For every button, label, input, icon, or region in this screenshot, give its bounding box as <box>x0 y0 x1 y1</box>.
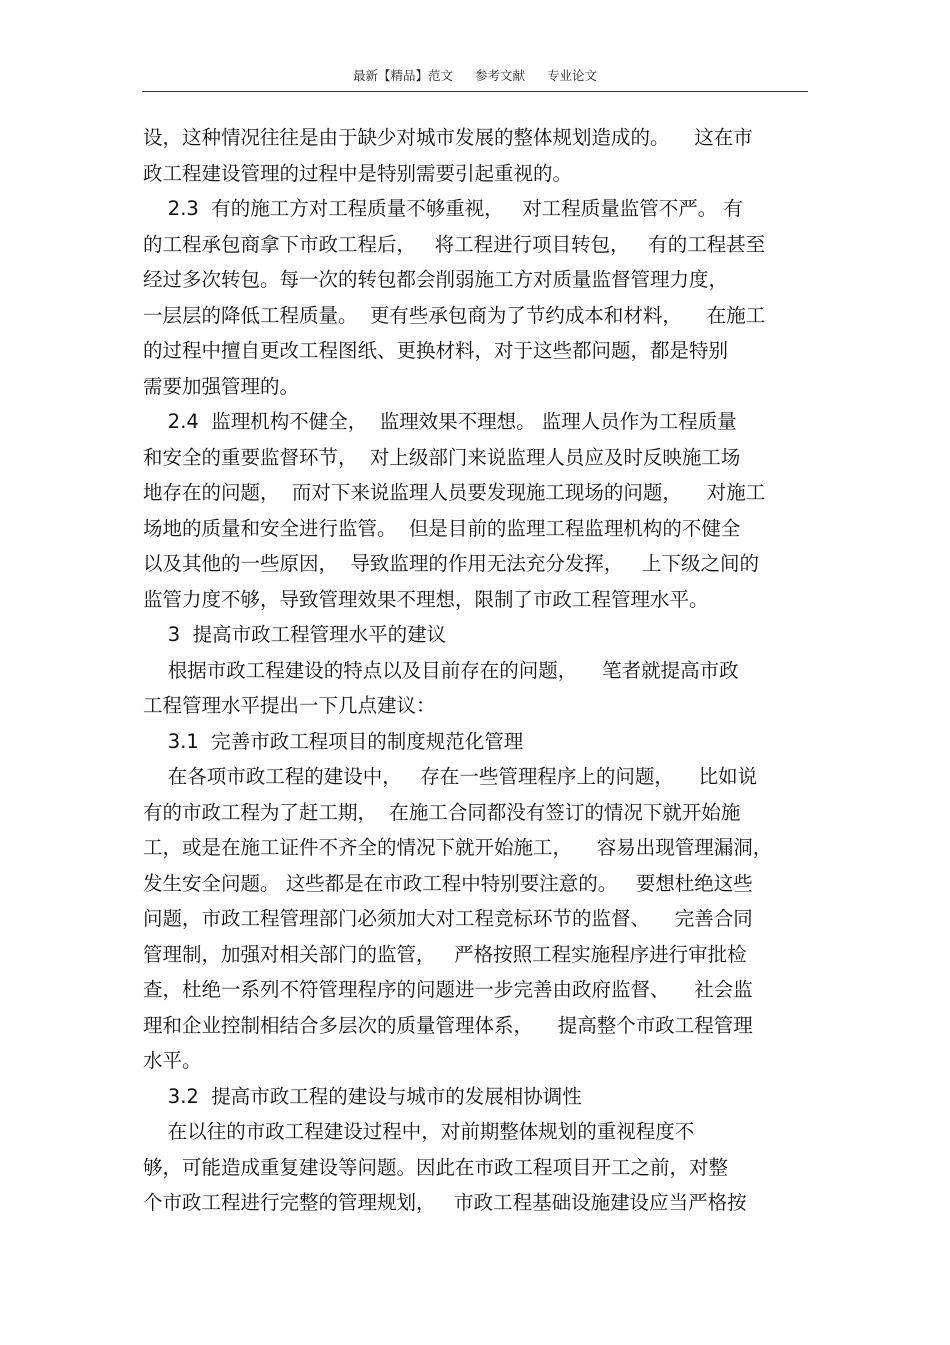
text-line: 设，这种情况往往是由于缺少对城市发展的整体规划造成的。 这在市 <box>143 126 753 149</box>
text-line: 管理制，加强对相关部门的监管， 严格按照工程实施程序进行审批检 <box>143 942 747 966</box>
text-line: 在各项市政工程的建设中， 存在一些管理程序上的问题， 比如说 <box>143 765 758 788</box>
document-body <box>143 120 807 1221</box>
text-line: 工，或是在施工证件不齐全的情况下就开始施工， 容易出现管理漏洞， <box>143 836 773 859</box>
text-line: 根据市政工程建设的特点以及目前存在的问题， 笔者就提高市政 <box>143 658 739 682</box>
header-item-lunwen: 专业论文 <box>546 68 597 83</box>
text-line: 个市政工程进行完整的管理规划， 市政工程基础设施建设应当严格按 <box>143 1191 747 1214</box>
header-divider <box>142 91 808 92</box>
text-line: 问题，市政工程管理部门必须加大对工程竞标环节的监督、 完善合同 <box>143 907 753 930</box>
text-line: 发生安全问题。 这些都是在市政工程中特别要注意的。 要想杜绝这些 <box>143 871 753 895</box>
text-line: 场地的质量和安全进行监管。 但是目前的监理工程监理机构的不健全 <box>143 516 741 540</box>
text-line: 3.1 完善市政工程项目的制度规范化管理 <box>143 729 524 753</box>
text-line: 的工程承包商拿下市政工程后， 将工程进行项目转包， 有的工程甚至 <box>143 232 766 256</box>
text-line: 的过程中擅自更改工程图纸、更换材料，对于这些都问题，都是特别 <box>143 339 729 362</box>
text-line: 以及其他的一些原因， 导致监理的作用无法充分发挥， 上下级之间的 <box>143 552 759 575</box>
header-item-fanwen: 最新【精品】范文 <box>352 68 453 83</box>
text-line: 政工程建设管理的过程中是特别需要引起重视的。 <box>143 161 573 185</box>
text-line: 地存在的问题， 而对下来说监理人员要发现施工现场的问题， 对施工 <box>143 481 766 504</box>
text-line: 查，杜绝一系列不符管理程序的问题进一步完善由政府监督、 社会监 <box>143 978 753 1001</box>
text-line: 需要加强管理的。 <box>143 374 300 398</box>
text-line: 理和企业控制相结合多层次的质量管理体系， 提高整个市政工程管理 <box>143 1013 753 1037</box>
text-line: 3 提高市政工程管理水平的建议 <box>143 623 447 646</box>
text-line: 工程管理水平提出一下几点建议： <box>143 694 436 717</box>
text-line: 在以往的市政工程建设过程中，对前期整体规划的重视程度不 <box>143 1120 695 1143</box>
text-line: 3.2 提高市政工程的建设与城市的发展相协调性 <box>143 1084 582 1108</box>
header-item-cankao: 参考文献 <box>474 68 525 83</box>
text-line: 够，可能造成重复建设等问题。因此在市政工程项目开工之前，对整 <box>143 1155 729 1179</box>
text-line: 监管力度不够，导致管理效果不理想，限制了市政工程管理水平。 <box>143 587 709 611</box>
text-line: 水平。 <box>143 1049 202 1072</box>
text-line: 2.4 监理机构不健全， 监理效果不理想。 监理人员作为工程质量 <box>143 410 737 433</box>
page-header <box>142 66 808 90</box>
text-line: 有的市政工程为了赶工期， 在施工合同都没有签订的情况下就开始施 <box>143 800 741 824</box>
text-line: 经过多次转包。每一次的转包都会削弱施工方对质量监督管理力度， <box>143 268 729 291</box>
text-line: 2.3 有的施工方对工程质量不够重视， 对工程质量监管不严。 有 <box>143 197 743 220</box>
text-line: 一层层的降低工程质量。 更有些承包商为了节约成本和材料， 在施工 <box>143 303 766 327</box>
text-line: 和安全的重要监督环节， 对上级部门来说监理人员应及时反映施工场 <box>143 445 741 469</box>
